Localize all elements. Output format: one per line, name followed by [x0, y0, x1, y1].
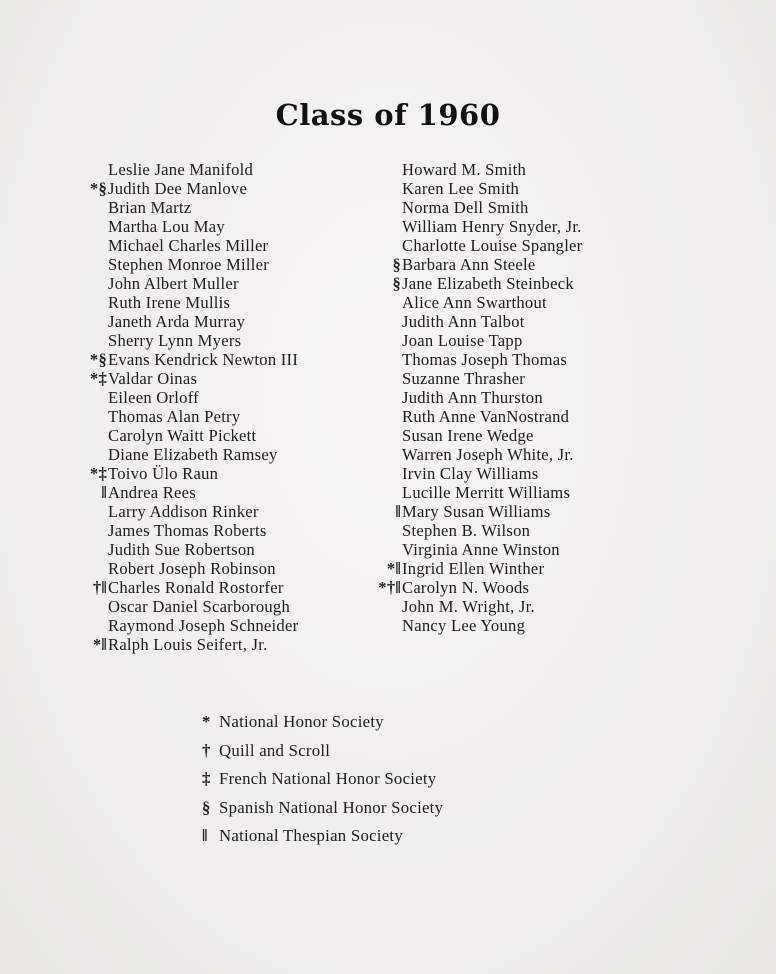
student-entry [370, 160, 582, 179]
honor-marks [370, 331, 402, 350]
student-entry [82, 350, 298, 369]
honor-marks: *§ [89, 179, 107, 198]
legend-label: Spanish National Honor Society [219, 797, 444, 817]
student-entry [82, 521, 298, 540]
honor-marks [370, 521, 402, 540]
student-name: Lucille Merritt Williams [402, 483, 571, 502]
student-entry [370, 483, 582, 502]
student-name: Jane Elizabeth Steinbeck [402, 274, 574, 293]
student-name: Brian Martz [108, 198, 192, 217]
legend-symbol: * [202, 712, 211, 731]
honor-marks: ‖ [395, 502, 401, 521]
student-entry [370, 464, 582, 483]
student-name: Karen Lee Smith [402, 179, 520, 198]
student-name: Andrea Rees [108, 483, 196, 502]
honor-marks [82, 293, 108, 312]
student-entry [370, 407, 582, 426]
student-name: Howard M. Smith [402, 160, 527, 179]
honor-marks [370, 616, 402, 635]
student-name: Toivo Ülo Raun [108, 464, 219, 483]
honor-marks [82, 540, 108, 559]
honor-marks: *§ [89, 350, 107, 369]
student-name: Carolyn Waitt Pickett [108, 426, 257, 445]
student-entry [82, 236, 298, 255]
honor-marks [82, 160, 108, 179]
student-entry [82, 331, 298, 350]
student-entry [370, 369, 582, 388]
legend-symbol: § [202, 797, 211, 817]
honor-marks: § [392, 255, 401, 274]
honor-marks [82, 312, 108, 331]
honor-marks [370, 540, 402, 559]
student-entry [82, 198, 298, 217]
student-name: Nancy Lee Young [402, 616, 526, 635]
student-name: Leslie Jane Manifold [108, 160, 254, 179]
honor-marks [82, 274, 108, 293]
honor-marks [82, 445, 108, 464]
student-entry [82, 217, 298, 236]
legend-item [202, 708, 443, 737]
student-name: Robert Joseph Robinson [108, 559, 276, 578]
student-name: Raymond Joseph Schneider [108, 616, 299, 635]
student-entry [82, 483, 298, 502]
student-entry [370, 217, 582, 236]
legend-label: National Honor Society [219, 712, 384, 731]
legend-item [202, 765, 443, 794]
honor-marks [370, 312, 402, 331]
honor-marks: *†‖ [378, 578, 401, 597]
student-name: Michael Charles Miller [108, 236, 269, 255]
honor-marks [82, 407, 108, 426]
student-entry [370, 198, 582, 217]
student-entry [370, 350, 582, 369]
student-entry [370, 559, 582, 578]
honor-marks [82, 198, 108, 217]
honor-marks [370, 426, 402, 445]
legend-label: French National Honor Society [219, 769, 437, 788]
student-name: Virginia Anne Winston [402, 540, 560, 559]
honor-marks: *‡ [89, 369, 107, 388]
legend-symbol: ‖ [202, 826, 208, 845]
student-entry [82, 274, 298, 293]
student-name: Stephen Monroe Miller [108, 255, 270, 274]
student-entry [370, 426, 582, 445]
honor-marks [370, 179, 402, 198]
legend-symbol: ‡ [202, 769, 211, 788]
student-entry [370, 540, 582, 559]
student-entry [82, 616, 298, 635]
student-name: Martha Lou May [108, 217, 225, 236]
honor-marks [370, 483, 402, 502]
student-entry [370, 293, 582, 312]
student-entry [82, 407, 298, 426]
student-name: Oscar Daniel Scarborough [108, 597, 291, 616]
student-name: Sherry Lynn Myers [108, 331, 242, 350]
student-entry [82, 255, 298, 274]
honor-marks [82, 559, 108, 578]
honor-society-legend [202, 708, 443, 851]
honor-marks [370, 217, 402, 236]
student-name: John Albert Muller [108, 274, 239, 293]
honor-marks: *‖ [92, 635, 107, 654]
honor-marks [370, 407, 402, 426]
student-entry [370, 616, 582, 635]
student-entry [82, 635, 298, 654]
student-entry [82, 160, 298, 179]
honor-marks [370, 236, 402, 255]
page-title: Class of 1960 [275, 98, 501, 132]
honor-marks: *‖ [386, 559, 401, 578]
honor-marks [370, 369, 402, 388]
legend-item [202, 794, 443, 823]
student-entry [370, 274, 582, 293]
student-name: Diane Elizabeth Ramsey [108, 445, 278, 464]
student-entry [82, 464, 298, 483]
honor-marks [370, 597, 402, 616]
honor-marks [370, 160, 402, 179]
right-name-column [370, 160, 582, 635]
student-name: Carolyn N. Woods [402, 578, 530, 597]
student-name: Irvin Clay Williams [402, 464, 539, 483]
student-entry [82, 559, 298, 578]
student-entry [82, 502, 298, 521]
honor-marks [82, 616, 108, 635]
student-entry [370, 255, 582, 274]
student-name: James Thomas Roberts [108, 521, 267, 540]
student-name: Ingrid Ellen Winther [402, 559, 545, 578]
student-entry [82, 426, 298, 445]
student-name: Charlotte Louise Spangler [402, 236, 583, 255]
student-name: Thomas Alan Petry [108, 407, 241, 426]
student-entry [82, 540, 298, 559]
honor-marks: § [392, 274, 401, 293]
legend-item [202, 822, 443, 851]
honor-marks [82, 521, 108, 540]
honor-marks [82, 236, 108, 255]
honor-marks [82, 255, 108, 274]
student-name: Norma Dell Smith [402, 198, 529, 217]
student-name: Evans Kendrick Newton III [108, 350, 299, 369]
student-entry [82, 445, 298, 464]
student-entry [370, 312, 582, 331]
student-name: Barbara Ann Steele [402, 255, 536, 274]
honor-marks [82, 331, 108, 350]
student-entry [370, 521, 582, 540]
student-name: Judith Ann Talbot [402, 312, 525, 331]
honor-marks [82, 426, 108, 445]
student-name: Alice Ann Swarthout [402, 293, 547, 312]
legend-label: National Thespian Society [219, 826, 403, 845]
honor-marks [370, 198, 402, 217]
student-name: Susan Irene Wedge [402, 426, 534, 445]
honor-marks: †‖ [92, 578, 107, 597]
legend-label: Quill and Scroll [219, 740, 331, 760]
student-name: Ralph Louis Seifert, Jr. [108, 635, 268, 654]
left-name-column [82, 160, 298, 654]
student-entry [370, 179, 582, 198]
student-entry [82, 293, 298, 312]
student-name: Warren Joseph White, Jr. [402, 445, 574, 464]
student-name: Thomas Joseph Thomas [402, 350, 568, 369]
honor-marks [370, 350, 402, 369]
student-entry [82, 578, 298, 597]
honor-marks [82, 597, 108, 616]
student-name: Charles Ronald Rostorfer [108, 578, 284, 597]
student-name: Janeth Arda Murray [108, 312, 246, 331]
student-name: Ruth Irene Mullis [108, 293, 231, 312]
student-entry [82, 312, 298, 331]
student-name: John M. Wright, Jr. [402, 597, 535, 616]
honor-marks: *‡ [89, 464, 107, 483]
honor-marks [370, 388, 402, 407]
honor-marks [370, 464, 402, 483]
student-entry [82, 388, 298, 407]
student-entry [370, 236, 582, 255]
student-entry [370, 578, 582, 597]
student-name: Judith Dee Manlove [108, 179, 248, 198]
student-entry [82, 179, 298, 198]
honor-marks: ‖ [101, 483, 107, 502]
student-name: Judith Ann Thurston [402, 388, 543, 407]
student-entry [370, 331, 582, 350]
student-name: Valdar Oinas [108, 369, 198, 388]
honor-marks [82, 217, 108, 236]
honor-marks [370, 293, 402, 312]
student-name: Eileen Orloff [108, 388, 199, 407]
student-name: Judith Sue Robertson [108, 540, 255, 559]
legend-symbol: † [202, 740, 211, 760]
honor-marks [370, 445, 402, 464]
student-name: Joan Louise Tapp [402, 331, 523, 350]
student-entry [370, 445, 582, 464]
student-name: Suzanne Thrasher [402, 369, 526, 388]
student-name: Stephen B. Wilson [402, 521, 531, 540]
student-name: Larry Addison Rinker [108, 502, 259, 521]
honor-marks [82, 502, 108, 521]
student-entry [370, 388, 582, 407]
student-entry [370, 502, 582, 521]
student-entry [82, 597, 298, 616]
student-name: Ruth Anne VanNostrand [402, 407, 570, 426]
student-entry [370, 597, 582, 616]
honor-marks [82, 388, 108, 407]
student-entry [82, 369, 298, 388]
student-name: Mary Susan Williams [402, 502, 551, 521]
student-name: William Henry Snyder, Jr. [402, 217, 582, 236]
legend-item [202, 737, 443, 766]
